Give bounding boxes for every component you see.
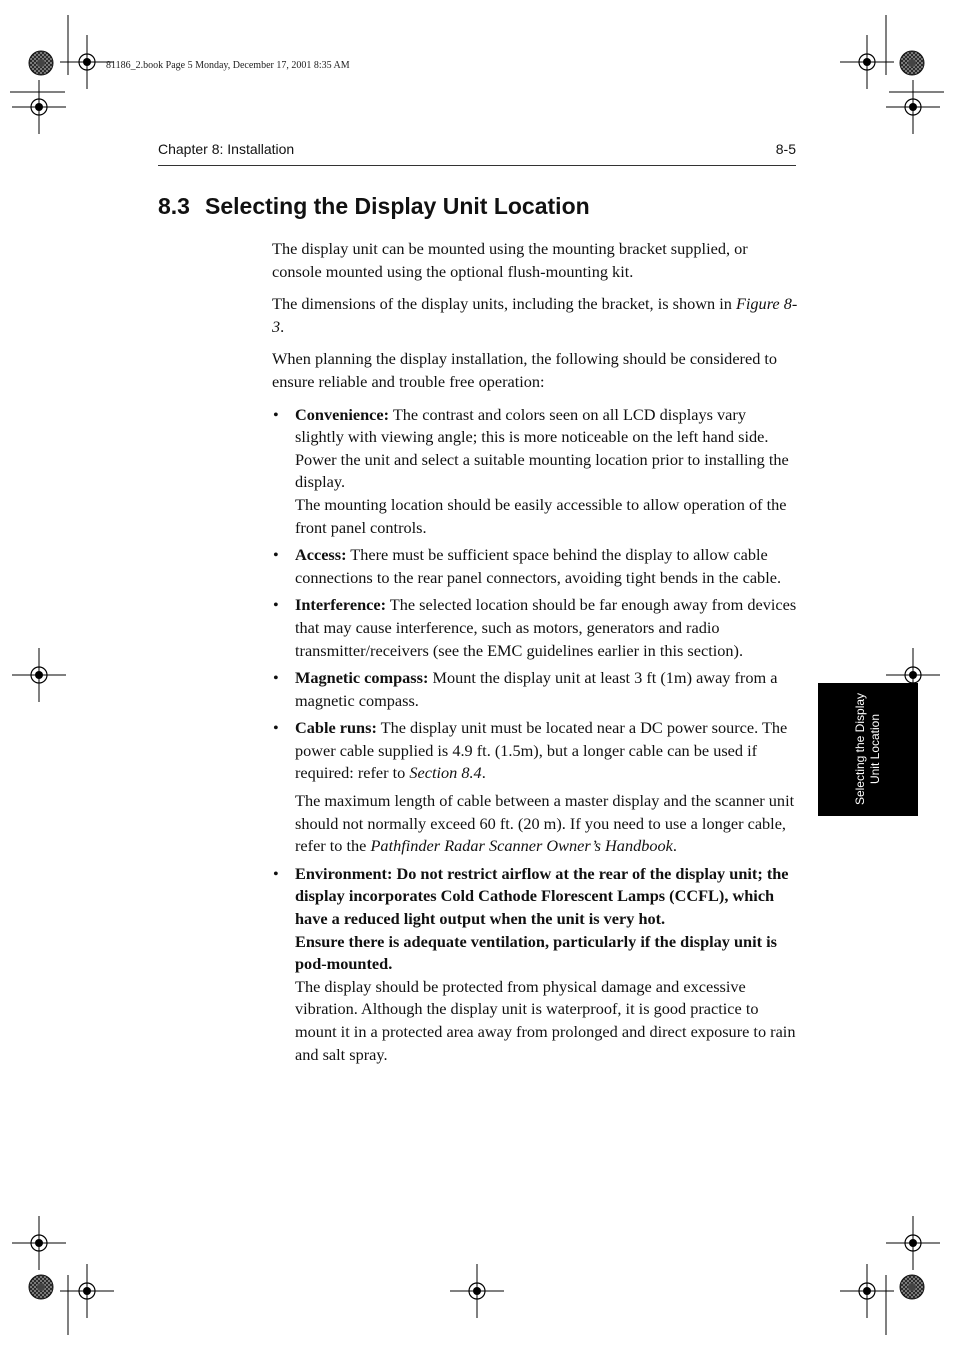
item-label: Magnetic compass: bbox=[295, 668, 429, 688]
list-item-access: • Access: There must be sufficient space behind the display to allow cable connections to the rear panel connectors, avoiding tight bends in the cable. bbox=[273, 545, 782, 587]
figure-reference: Figure 8-3 bbox=[272, 294, 798, 336]
starburst-mark bbox=[29, 51, 53, 75]
paragraph: When planning the display installation, the following should be considered to ensure reliable and trouble free operation: bbox=[272, 349, 778, 391]
page-number: 8-5 bbox=[775, 141, 796, 157]
registration-mark bbox=[886, 80, 940, 134]
bullet: • bbox=[273, 404, 279, 424]
section-title: Selecting the Display Unit Location bbox=[205, 193, 590, 219]
registration-mark bbox=[450, 1264, 504, 1318]
list-item-environment bbox=[272, 863, 798, 1066]
item-label: Interference: bbox=[295, 595, 387, 615]
starburst-mark bbox=[29, 1275, 53, 1299]
list-item-cable-runs: • Cable runs: The display unit must be located near a DC power source. The power cable supplied is 4.9 ft. (1.5m), but a longer cable can be used if required: refer to Section 8.4. The maximum length of cable between a master display and the scanner unit should not normally exceed 60 ft. (20 m). If you need to use a longer cable, refer to the Pathfinder Radar Scanner Owner’s Handbook. bbox=[272, 717, 798, 858]
item-subparagraph: The mounting location should be easily accessible to allow operation of the front panel controls. bbox=[295, 494, 787, 537]
side-thumb-tab bbox=[818, 683, 918, 816]
header-rule bbox=[158, 165, 796, 166]
print-slug: 81186_2.book Page 5 Monday, December 17, 2001 8:35 AM bbox=[106, 60, 350, 71]
bullet: • bbox=[273, 545, 279, 565]
item-label: Environment: Do not restrict airflow at the rear of the display unit; the display incorporates Cold Cathode Florescent Lamps (CCFL), which have a reduced light output when the unit is very hot. bbox=[295, 863, 789, 929]
list-item-magnetic-compass: • Magnetic compass: Mount the display unit at least 3 ft (1m) away from a magnetic compass. bbox=[273, 668, 778, 710]
running-header-chapter: Chapter 8: Installation bbox=[158, 141, 295, 157]
ventilation-warning: Ensure there is adequate ventilation, particularly if the display unit is pod-mounted. bbox=[295, 931, 777, 974]
item-label: Convenience: bbox=[295, 404, 390, 424]
item-label: Cable runs: bbox=[295, 718, 377, 738]
registration-mark bbox=[886, 1216, 940, 1270]
handbook-reference: Pathfinder Radar Scanner Owner’s Handbook bbox=[370, 836, 673, 856]
section-reference: Section 8.4 bbox=[409, 763, 482, 783]
registration-mark bbox=[12, 1216, 66, 1270]
bullet: • bbox=[273, 668, 279, 688]
registration-mark bbox=[12, 80, 66, 134]
considerations-list bbox=[272, 404, 798, 1067]
item-subparagraph: The display should be protected from physical damage and excessive vibration. Although the display unit is waterproof, it is good practice to mount it in a protected area away from prolonged and direct exposure to rain and salt spray. bbox=[295, 976, 796, 1064]
bullet: • bbox=[273, 863, 279, 883]
starburst-mark bbox=[900, 51, 924, 75]
item-label: Access: bbox=[295, 545, 347, 565]
side-tab-label: Selecting the Display Unit Location bbox=[853, 692, 882, 806]
registration-mark bbox=[12, 648, 66, 702]
list-item-interference: • Interference: The selected location should be far enough away from devices that may cause interference, such as motors, generators and radio transmitter/receivers (see the EMC guidelines earlier in this section). bbox=[273, 595, 797, 660]
section-heading bbox=[158, 193, 590, 220]
bullet: • bbox=[273, 595, 279, 615]
paragraph: The display unit can be mounted using the mounting bracket supplied, or console mounted using the optional flush-mounting kit. bbox=[272, 239, 748, 281]
section-number: 8.3 bbox=[158, 193, 190, 219]
starburst-mark bbox=[900, 1275, 924, 1299]
list-item-convenience: • Convenience: The contrast and colors seen on all LCD displays vary slightly with viewing angle; this is more noticeable on the left hand side. Power the unit and select a suitable mounting location prior to installing the display. The mounting location should be easily accessible to allow operation of the front panel controls. bbox=[272, 404, 798, 540]
body-text bbox=[272, 238, 798, 1071]
item-subparagraph: The maximum length of cable between a master display and the scanner unit should not normally exceed 60 ft. (20 m). If you need to use a longer cable, refer to the Pathfinder Radar Scanner Owner’s Handbook. bbox=[295, 791, 795, 856]
bullet: • bbox=[273, 718, 279, 738]
paragraph: The dimensions of the display units, including the bracket, is shown in Figure 8-3. bbox=[272, 294, 798, 336]
